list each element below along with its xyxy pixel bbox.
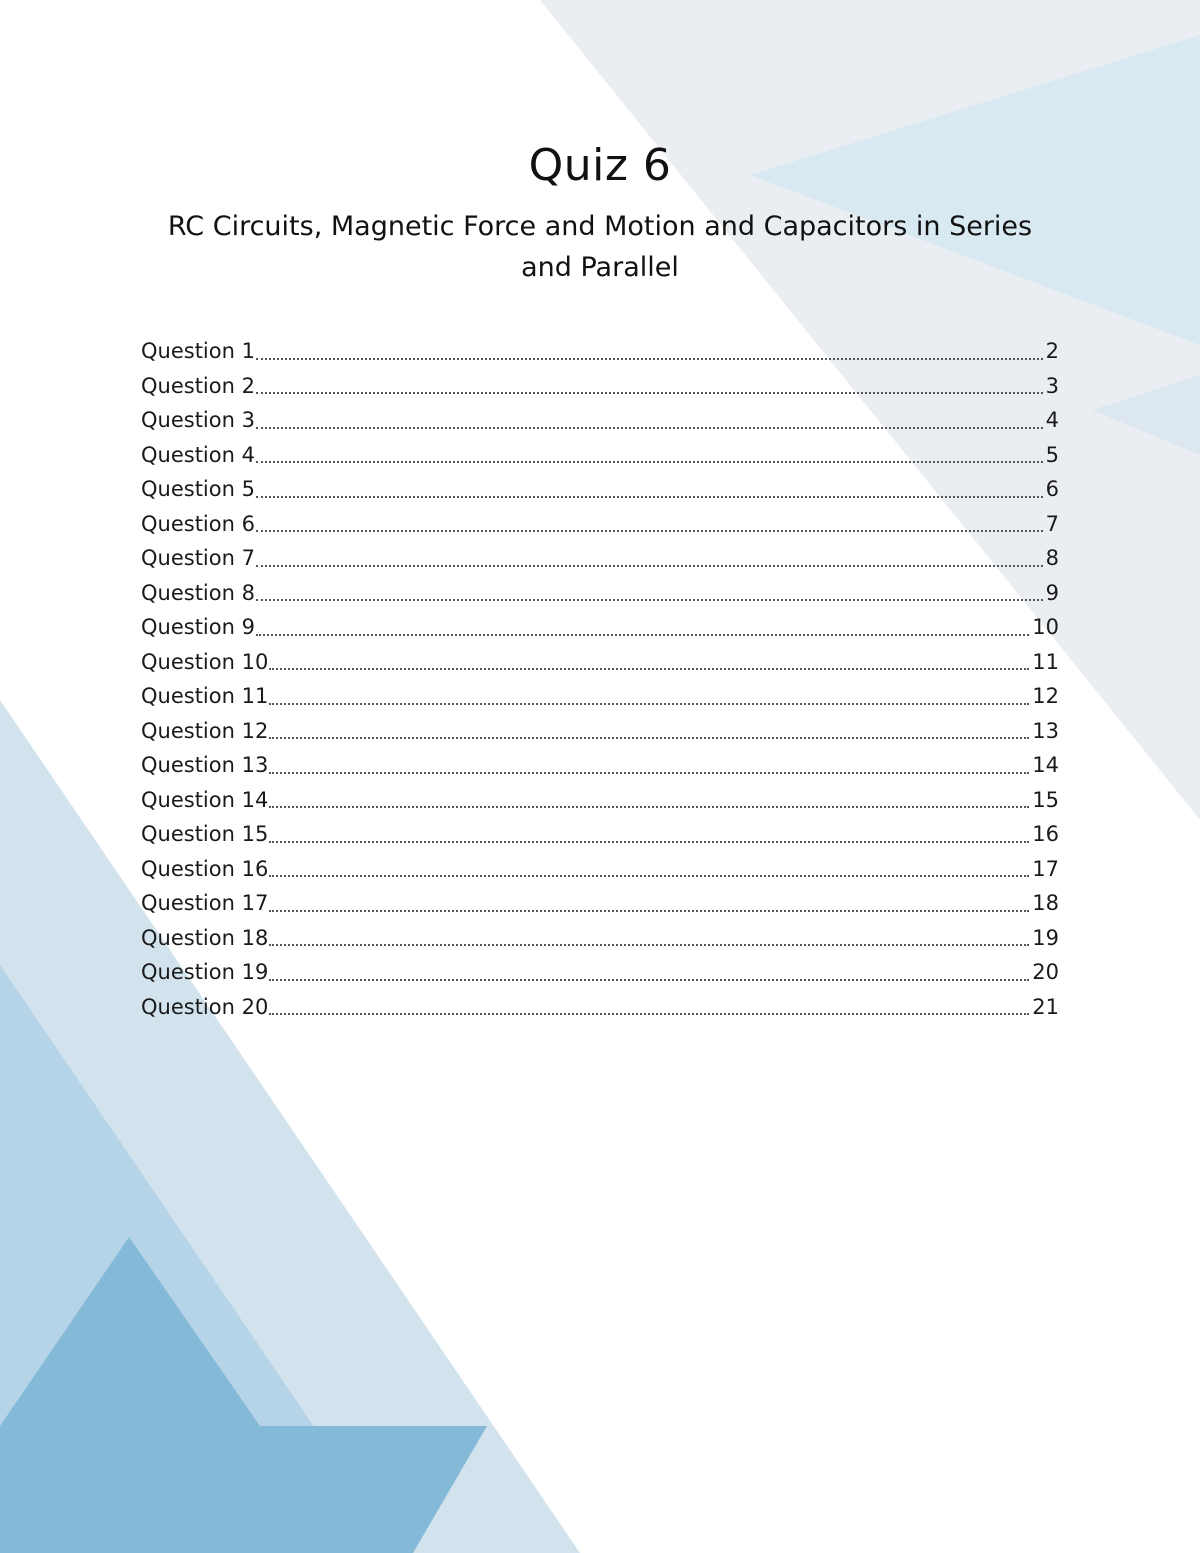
toc-entry-page-number: 16	[1032, 822, 1059, 846]
toc-entry[interactable]	[141, 438, 1059, 473]
toc-entry[interactable]	[141, 714, 1059, 749]
toc-entry-page-number: 15	[1032, 787, 1059, 812]
toc-entry-page-number: 13	[1032, 718, 1059, 743]
toc-entry-page-number: 9	[1045, 580, 1059, 605]
toc-entry-label: Question 18	[141, 925, 269, 950]
toc-entry-label: Question 12	[141, 718, 269, 743]
toc-entry-label: Question 10	[141, 649, 269, 674]
document-subtitle: RC Circuits, Magnetic Force and Motion and Capacitors in Series and Parallel	[167, 211, 1033, 283]
toc-entry-page-number: 12	[1032, 684, 1059, 708]
toc-entry-page-number: 7	[1045, 511, 1059, 536]
toc-entry[interactable]	[141, 472, 1059, 507]
toc-entry-page-number: 17	[1032, 856, 1059, 881]
toc-entry[interactable]	[141, 369, 1059, 404]
toc-entry-page-number: 5	[1045, 442, 1059, 467]
toc-entry[interactable]	[141, 990, 1059, 1025]
toc-dot-leader	[256, 461, 1043, 463]
toc-dot-leader	[269, 875, 1029, 877]
toc-entry-label: Question 11	[141, 684, 269, 708]
toc-entry[interactable]	[141, 541, 1059, 576]
toc-dot-leader	[269, 910, 1029, 912]
toc-entry[interactable]	[141, 955, 1059, 990]
toc-entry[interactable]	[141, 507, 1059, 542]
toc-entry-page-number: 21	[1032, 994, 1059, 1019]
toc-entry-page-number: 11	[1032, 649, 1059, 674]
toc-dot-leader	[256, 392, 1043, 394]
toc-entry[interactable]	[141, 645, 1059, 680]
toc-entry-page-number: 20	[1032, 960, 1059, 984]
toc-entry-page-number: 10	[1032, 615, 1059, 639]
toc-entry[interactable]	[141, 921, 1059, 956]
toc-entry-label: Question 3	[141, 408, 255, 432]
toc-entry-label: Question 9	[141, 615, 255, 639]
toc-entry-page-number: 8	[1045, 546, 1059, 570]
toc-entry[interactable]	[141, 852, 1059, 887]
toc-entry-label: Question 2	[141, 373, 255, 398]
toc-entry[interactable]	[141, 403, 1059, 438]
toc-dot-leader	[269, 668, 1029, 670]
toc-dot-leader	[269, 944, 1029, 946]
toc-entry-label: Question 15	[141, 822, 269, 846]
toc-dot-leader	[269, 1013, 1029, 1015]
toc-entry[interactable]	[141, 748, 1059, 783]
toc-dot-leader	[256, 496, 1043, 498]
toc-dot-leader	[269, 772, 1029, 774]
toc-entry[interactable]	[141, 334, 1059, 369]
toc-entry-label: Question 7	[141, 546, 255, 570]
toc-entry-page-number: 19	[1032, 925, 1059, 950]
toc-entry-label: Question 16	[141, 856, 269, 881]
toc-dot-leader	[269, 979, 1029, 981]
toc-dot-leader	[269, 703, 1029, 705]
toc-entry-label: Question 1	[141, 339, 255, 363]
toc-entry-label: Question 14	[141, 787, 269, 812]
toc-entry-label: Question 6	[141, 511, 255, 536]
toc-entry-label: Question 20	[141, 994, 269, 1019]
document-title: Quiz 6	[528, 140, 672, 191]
toc-dot-leader	[256, 634, 1029, 636]
toc-dot-leader	[256, 427, 1043, 429]
toc-entry-page-number: 3	[1045, 373, 1059, 398]
toc-entry-page-number: 14	[1032, 753, 1059, 777]
toc-entry[interactable]	[141, 886, 1059, 921]
toc-entry-label: Question 19	[141, 960, 269, 984]
toc-dot-leader	[256, 599, 1043, 601]
toc-entry-label: Question 4	[141, 442, 255, 467]
toc-entry-label: Question 5	[141, 477, 255, 501]
toc-dot-leader	[269, 841, 1029, 843]
toc-entry-label: Question 13	[141, 753, 269, 777]
toc-dot-leader	[256, 565, 1043, 567]
toc-entry[interactable]	[141, 576, 1059, 611]
toc-entry-label: Question 17	[141, 891, 269, 915]
toc-entry-page-number: 6	[1045, 477, 1059, 501]
toc-entry[interactable]	[141, 817, 1059, 852]
toc-entry[interactable]	[141, 783, 1059, 818]
table-of-contents	[141, 334, 1059, 1024]
toc-entry-label: Question 8	[141, 580, 255, 605]
toc-entry[interactable]	[141, 679, 1059, 714]
toc-dot-leader	[269, 737, 1029, 739]
toc-entry-page-number: 4	[1045, 408, 1059, 432]
toc-dot-leader	[256, 530, 1043, 532]
toc-entry-page-number: 2	[1045, 339, 1059, 363]
toc-entry-page-number: 18	[1032, 891, 1059, 915]
toc-dot-leader	[256, 358, 1043, 360]
toc-dot-leader	[269, 806, 1029, 808]
toc-entry[interactable]	[141, 610, 1059, 645]
